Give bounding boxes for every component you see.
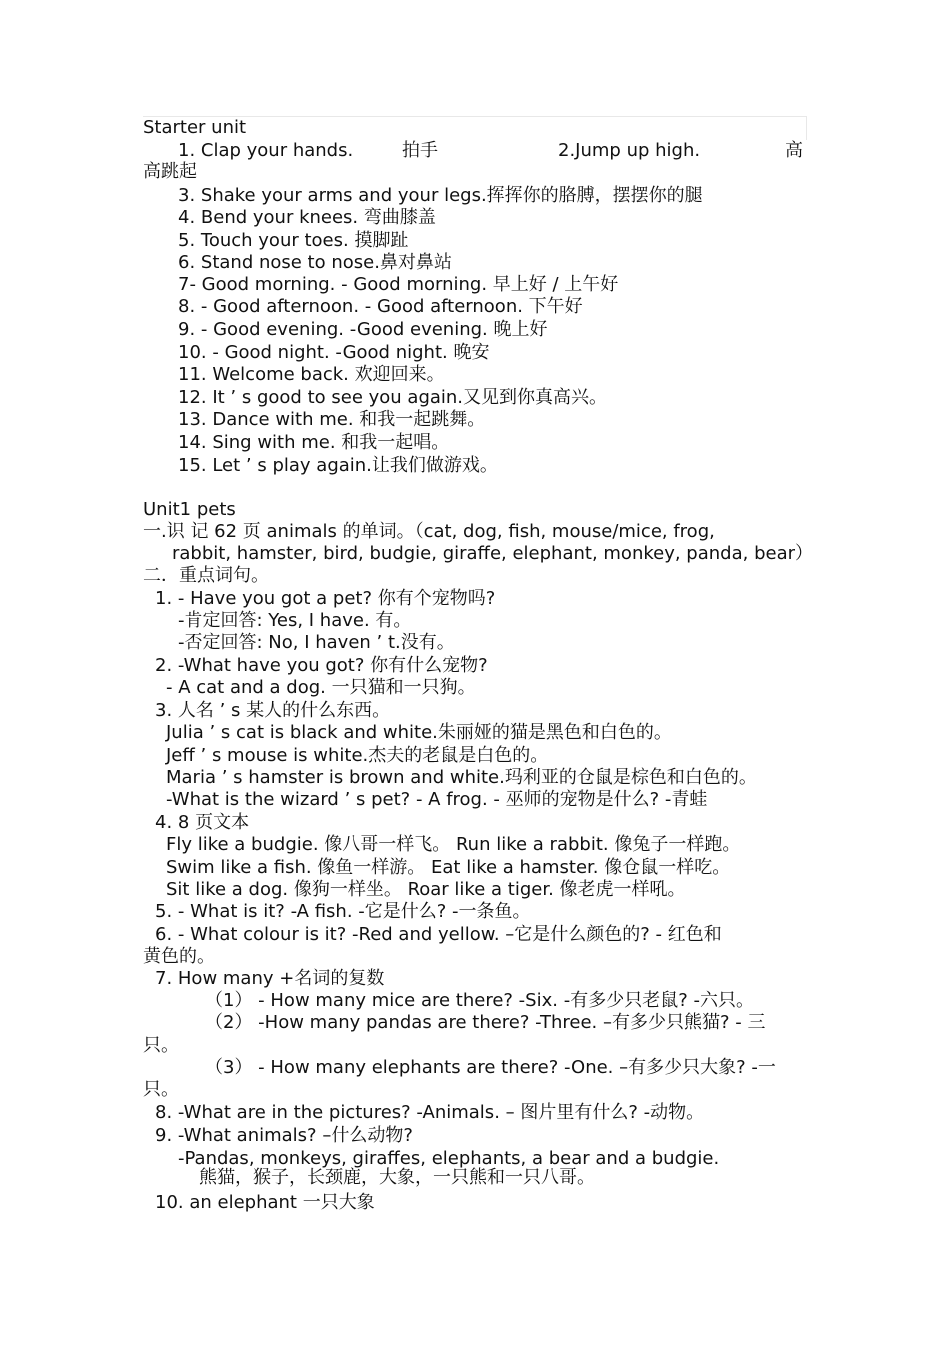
unit1-item-7: 7. How many +名词的复数 [155, 968, 385, 989]
starter-line-11: 11. Welcome back. 欢迎回来。 [178, 364, 445, 385]
starter-line-4: 4. Bend your knees. 弯曲膝盖 [178, 207, 436, 228]
unit1-vocab-line-1: 一.识 记 62 页 animals 的单词。（cat, dog, fish, mouse/mice, frog, [143, 521, 715, 542]
unit1-item-10: 10. an elephant 一只大象 [155, 1192, 375, 1213]
starter-line-8: 8. - Good afternoon. - Good afternoon. 下午好 [178, 296, 583, 317]
unit1-item-4-line-2: Swim like a fish. 像鱼一样游。 Eat like a hamster. 像仓鼠一样吃。 [166, 857, 731, 878]
starter-line-2-chinese-start: 高 [785, 140, 803, 161]
page-frame-right [806, 116, 807, 140]
unit1-item-1-no: -否定回答: No, I haven ’ t.没有。 [178, 632, 455, 653]
unit1-item-7-sub-2-cont: 只。 [143, 1035, 179, 1056]
unit1-item-2-answer: - A cat and a dog. 一只猫和一只狗。 [166, 677, 476, 698]
unit1-item-7-sub-3-cont: 只。 [143, 1079, 179, 1100]
unit1-item-3-maria: Maria ’ s hamster is brown and white.玛利亚的仓鼠是棕色和白色的。 [166, 767, 757, 788]
unit1-item-9: 9. -What animals? –什么动物? [155, 1125, 413, 1146]
starter-line-14: 14. Sing with me. 和我一起唱。 [178, 432, 450, 453]
starter-line-7: 7- Good morning. - Good morning. 早上好 / 上午好 [178, 274, 619, 295]
starter-line-2-english: 2.Jump up high. [558, 140, 701, 161]
unit1-item-9-translation: 熊猫，猴子，长颈鹿，大象，一只熊和一只八哥。 [199, 1167, 595, 1188]
starter-line-1-english: 1. Clap your hands. [178, 140, 354, 161]
starter-line-2-chinese-cont: 高跳起 [143, 161, 197, 182]
unit1-item-8: 8. -What are in the pictures? -Animals. – 图片里有什么? -动物。 [155, 1102, 705, 1123]
unit1-heading: Unit1 pets [143, 499, 236, 520]
starter-line-10: 10. - Good night. -Good night. 晚安 [178, 342, 490, 363]
unit1-item-3-jeff: Jeff ’ s mouse is white.杰夫的老鼠是白色的。 [166, 745, 549, 766]
unit1-item-3-wizard: -What is the wizard ’ s pet? - A frog. - 巫师的宠物是什么? -青蛙 [166, 789, 708, 810]
starter-line-9: 9. - Good evening. -Good evening. 晚上好 [178, 319, 548, 340]
unit1-item-4: 4. 8 页文本 [155, 812, 250, 833]
unit1-item-3-julia: Julia ’ s cat is black and white.朱丽娅的猫是黑色和白色的。 [166, 722, 672, 743]
unit1-item-1: 1. - Have you got a pet? 你有个宠物吗? [155, 588, 496, 609]
starter-line-5: 5. Touch your toes. 摸脚趾 [178, 230, 409, 251]
unit1-item-4-line-3: Sit like a dog. 像狗一样坐。 Roar like a tiger. 像老虎一样吼。 [166, 879, 686, 900]
starter-line-3: 3. Shake your arms and your legs.挥挥你的胳膊，摆摆你的腿 [178, 185, 703, 206]
unit1-item-6: 6. - What colour is it? -Red and yellow. –它是什么颜色的? - 红色和 [155, 924, 722, 945]
unit1-item-5: 5. - What is it? -A fish. -它是什么? -一条鱼。 [155, 901, 531, 922]
unit1-item-9-answer: -Pandas, monkeys, giraffes, elephants, a bear and a budgie. [178, 1148, 720, 1169]
unit1-vocab-line-2: rabbit, hamster, bird, budgie, giraffe, elephant, monkey, panda, bear） [172, 543, 813, 564]
unit1-item-3: 3. 人名 ’ s 某人的什么东西。 [155, 700, 391, 721]
unit1-item-4-line-1: Fly like a budgie. 像八哥一样飞。 Run like a rabbit. 像兔子一样跑。 [166, 834, 741, 855]
unit1-item-7-sub-3: （3） - How many elephants are there? -One. –有多少只大象? -一 [205, 1057, 776, 1078]
starter-unit-heading: Starter unit [143, 117, 247, 138]
unit1-item-1-yes: -肯定回答: Yes, I have. 有。 [178, 610, 412, 631]
starter-line-6: 6. Stand nose to nose.鼻对鼻站 [178, 252, 452, 273]
unit1-key-sentences-heading: 二．重点词句。 [143, 565, 269, 586]
starter-line-1-chinese: 拍手 [402, 140, 438, 161]
unit1-item-6-cont: 黄色的。 [143, 946, 215, 967]
starter-line-13: 13. Dance with me. 和我一起跳舞。 [178, 409, 486, 430]
starter-line-12: 12. It ’ s good to see you again.又见到你真高兴。 [178, 387, 608, 408]
unit1-item-2: 2. -What have you got? 你有什么宠物? [155, 655, 488, 676]
starter-line-15: 15. Let ’ s play again.让我们做游戏。 [178, 455, 498, 476]
unit1-item-7-sub-1: （1） - How many mice are there? -Six. -有多少只老鼠? -六只。 [205, 990, 754, 1011]
unit1-item-7-sub-2: （2） -How many pandas are there? -Three. –有多少只熊猫? - 三 [205, 1012, 766, 1033]
